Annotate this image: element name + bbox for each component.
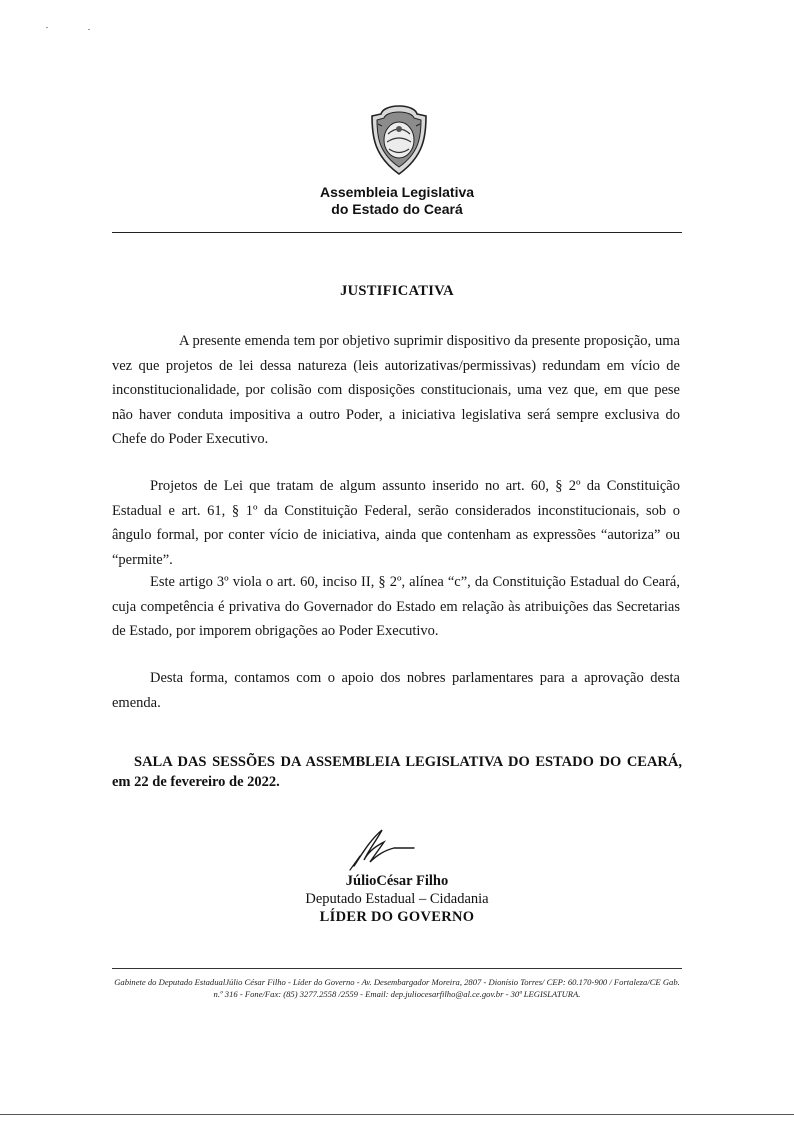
institution-name-line1: Assembleia Legislativa xyxy=(319,184,475,200)
closing-statement: SALA DAS SESSÕES DA ASSEMBLEIA LEGISLATIVA DO ESTADO DO CEARÁ, em 22 de fevereiro de 2022. xyxy=(112,754,682,790)
scan-speck xyxy=(88,29,90,30)
institution-name-line2: do Estado do Ceará xyxy=(331,201,463,217)
signatory-role: Deputado Estadual – Cidadania xyxy=(305,891,489,907)
header-divider xyxy=(112,232,682,233)
document-title: JUSTIFICATIVA xyxy=(340,283,454,299)
ceara-coat-of-arms-icon xyxy=(368,104,430,176)
paragraph-2: Projetos de Lei que tratam de algum assunto inserido no art. 60, § 2º da Constituição Estadual e art. 61, § 1º da Constituição Federal, serão considerados inconstitucionais, sob o ângulo formal, por conter vício de iniciativa, ainda que contenham as expressões “autoriza” ou “permite”. xyxy=(112,478,680,568)
paragraph-1: A presente emenda tem por objetivo suprimir dispositivo da presente proposição, uma vez que projetos de lei dessa natureza (leis autorizativas/permissivas) redundam em vício de inconstitucionalidade, por colisão com disposições constitucionais, uma vez que, em que pese não haver conduta impositiva a outro Poder, a iniciativa legislativa será sempre exclusiva do Chefe do Poder Executivo. xyxy=(112,333,680,447)
scan-speck xyxy=(46,27,48,28)
handwritten-signature xyxy=(340,826,420,872)
signatory-position: LÍDER DO GOVERNO xyxy=(319,909,475,925)
paragraph-4: Desta forma, contamos com o apoio dos nobres parlamentares para a aprovação desta emenda. xyxy=(112,670,680,711)
paragraph-3: Este artigo 3º viola o art. 60, inciso II, § 2º, alínea “c”, da Constituição Estadual do Ceará, cuja competência é privativa do Governador do Estado em relação às atribuições das Secretarias de Estado, por imporem obrigações ao Poder Executivo. xyxy=(112,574,680,639)
signatory-name: JúlioCésar Filho xyxy=(345,873,449,889)
page-bottom-rule xyxy=(0,1114,794,1115)
footer-divider xyxy=(112,968,682,969)
footer-address: Gabinete do Deputado EstadualJúlio César Filho - Líder do Governo - Av. Desembargador Moreira, 2807 - Dionísio Torres/ CEP: 60.170-900 / Fortaleza/CE Gab. n.º 316 - Fone/Fax: (85) 3277.2558 /2559 - Email: dep.juliocesarfilho@al.ce.gov.br - 30ª LEGISLATURA. xyxy=(114,977,680,999)
